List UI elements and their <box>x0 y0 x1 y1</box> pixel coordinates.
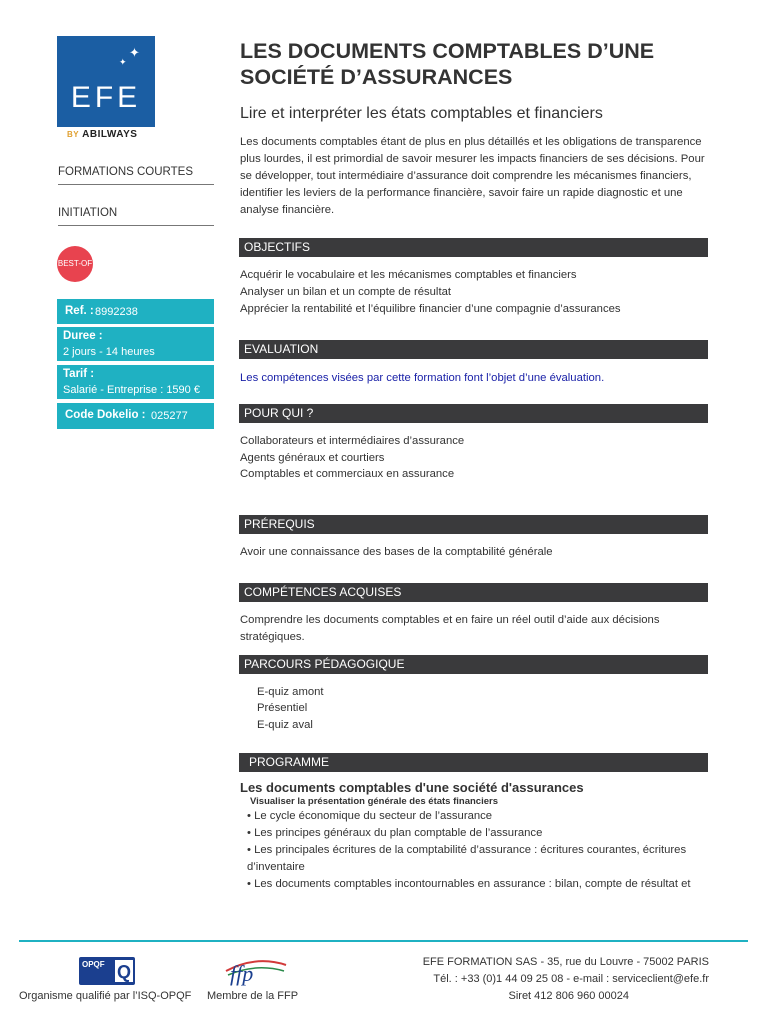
objectif-item: Apprécier la rentabilité et l’équilibre financier d’une compagnie d’assurances <box>240 303 621 315</box>
parcours-item: Présentiel <box>257 702 308 714</box>
footer-siret: Siret 412 806 960 00024 <box>508 990 629 1002</box>
programme-item: • Les documents comptables incontournables en assurance : bilan, compte de résultat et <box>247 878 691 890</box>
svg-text:Q: Q <box>117 962 132 982</box>
best-of-badge: BEST-OF <box>57 246 93 282</box>
svg-text:ffp: ffp <box>230 961 254 986</box>
objectif-item: Acquérir le vocabulaire et les mécanismes comptables et financiers <box>240 269 577 281</box>
evaluation-text: Les compétences visées par cette formation font l’objet d’une évaluation. <box>240 372 605 384</box>
sidebar-link-initiation[interactable]: INITIATION <box>58 207 214 226</box>
intro-paragraph: Les documents comptables étant de plus en plus détaillés et les obligations de transparence plus lourdes, il est primordial de savoir mesurer les impacts financiers de ses décisions. Pour se développer, tout intermédiaire d’assurance doit comprendre les mécanismes financiers, identifier les leviers de la performance financière, savoir faire un rapide diagnostic et une analyse financière. <box>240 136 705 216</box>
footer-address: EFE FORMATION SAS - 35, rue du Louvre - 75002 PARIS <box>422 956 709 968</box>
section-evaluation-header: EVALUATION <box>239 340 708 359</box>
section-programme-header: PROGRAMME <box>239 753 708 772</box>
programme-heading: Les documents comptables d'une société d'assurances <box>240 780 584 795</box>
footer-divider <box>19 940 748 942</box>
pour-qui-item: Collaborateurs et intermédiaires d’assurance <box>240 435 465 447</box>
page-subtitle: Lire et interpréter les états comptables et financiers <box>240 105 603 122</box>
info-ref: Ref. : 8992238 <box>57 299 214 324</box>
page-title: LES DOCUMENTS COMPTABLES D’UNE SOCIÉTÉ D’ASSURANCES <box>240 39 655 89</box>
competences-text: Comprendre les documents comptables et en faire un réel outil d’aide aux décisions stratégiques. <box>240 614 660 643</box>
star-icon: ✦ <box>129 45 140 60</box>
programme-item: • Les principales écritures de la comptabilité d’assurance : écritures courantes, écritures d’inventaire <box>247 844 687 873</box>
star-icon: ✦ <box>119 57 127 67</box>
footer-contact: Tél. : +33 (0)1 44 09 25 08 - e-mail : serviceclient@efe.fr <box>433 973 709 985</box>
info-tarif: Tarif : Salarié - Entreprise : 1590 € <box>57 365 214 399</box>
opqf-caption: Organisme qualifié par l’ISQ-OPQF <box>19 990 192 1002</box>
svg-text:OPQF: OPQF <box>82 960 105 969</box>
pour-qui-item: Agents généraux et courtiers <box>240 452 385 464</box>
parcours-item: E-quiz amont <box>257 686 324 698</box>
pour-qui-item: Comptables et commerciaux en assurance <box>240 468 455 480</box>
objectif-item: Analyser un bilan et un compte de résultat <box>240 286 452 298</box>
efe-logo <box>57 36 155 127</box>
info-dokelio: Code Dokelio : 025277 <box>57 403 214 429</box>
section-prerequis-header: PRÉREQUIS <box>239 515 708 534</box>
programme-subheading: Visualiser la présentation générale des états financiers <box>250 796 498 807</box>
opqf-logo <box>79 957 135 985</box>
info-duree: Duree : 2 jours - 14 heures <box>57 327 214 361</box>
programme-item: • Les principes généraux du plan comptable de l’assurance <box>247 827 543 839</box>
sidebar-link-formations-courtes[interactable]: FORMATIONS COURTES <box>58 166 214 185</box>
programme-item: • Le cycle économique du secteur de l’assurance <box>247 810 493 822</box>
section-competences-header: COMPÉTENCES ACQUISES <box>239 583 708 602</box>
parcours-item: E-quiz aval <box>257 719 313 731</box>
logo-text: EFE <box>70 81 142 114</box>
section-pour-qui-header: POUR QUI ? <box>239 404 708 423</box>
ffp-caption: Membre de la FFP <box>207 990 299 1002</box>
prerequis-text: Avoir une connaissance des bases de la comptabilité générale <box>240 546 553 558</box>
section-parcours-header: PARCOURS PÉDAGOGIQUE <box>239 655 708 674</box>
ffp-logo <box>222 953 290 989</box>
section-objectifs-header: OBJECTIFS <box>239 238 708 257</box>
abilways-brand: BY ABILWAYS <box>67 129 138 140</box>
